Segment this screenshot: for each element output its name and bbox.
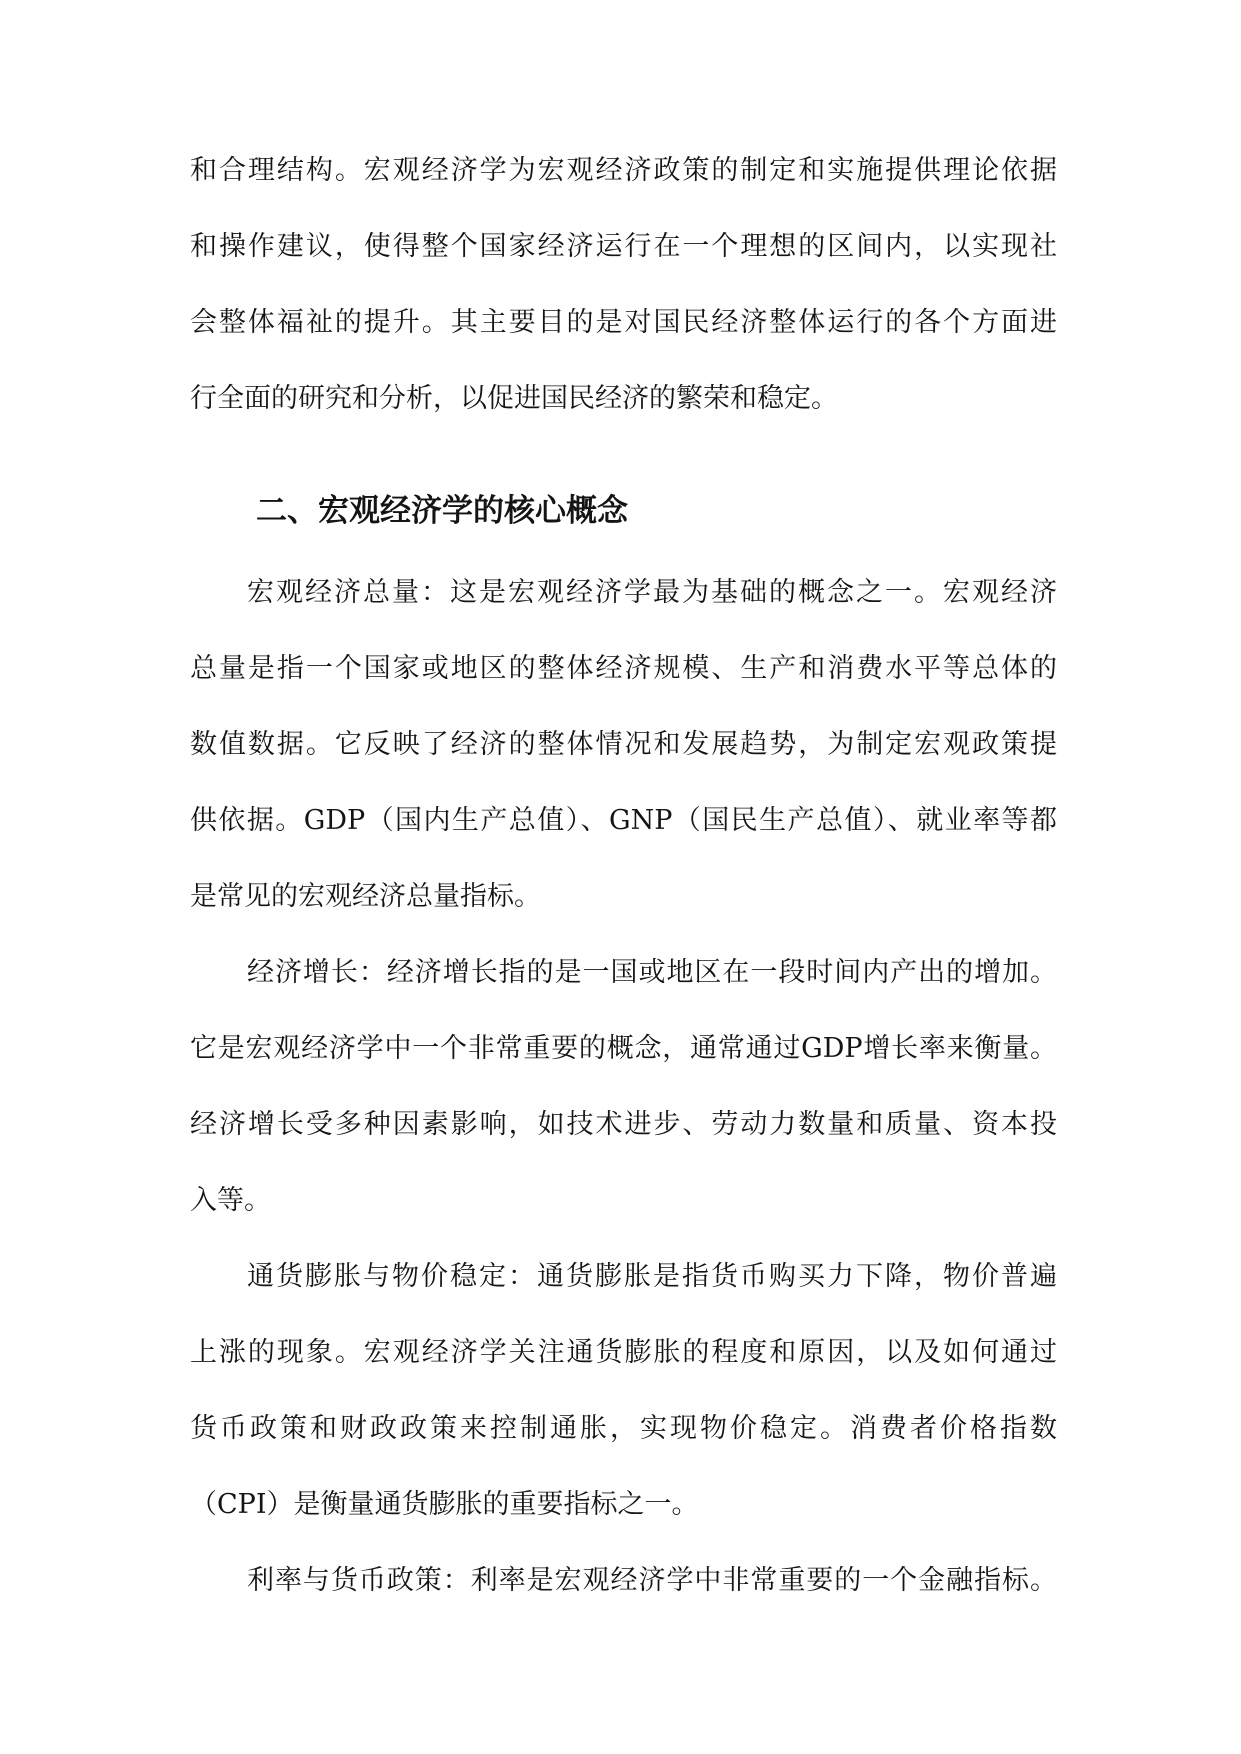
text-line: 总量是指一个国家或地区的整体经济规模、生产和消费水平等总体的: [190, 653, 1057, 684]
section-heading: 二、宏观经济学的核心概念: [256, 493, 628, 529]
text-line: 上涨的现象。宏观经济学关注通货膨胀的程度和原因，以及如何通过: [190, 1337, 1057, 1368]
text-line: 行全面的研究和分析，以促进国民经济的繁荣和稳定。: [190, 383, 838, 414]
paragraph-continued: [190, 133, 1057, 437]
text-line: 利率与货币政策：利率是宏观经济学中非常重要的一个金融指标。: [247, 1565, 1057, 1596]
document-body: [190, 133, 1057, 1619]
text-line: 是常见的宏观经济总量指标。: [190, 881, 541, 912]
text-line: （CPI）是衡量通货膨胀的重要指标之一。: [190, 1489, 699, 1520]
text-line: 供依据。GDP（国内生产总值）、GNP（国民生产总值）、就业率等都: [190, 805, 1057, 836]
paragraph-inflation: [190, 1239, 1057, 1543]
text-line: 和合理结构。宏观经济学为宏观经济政策的制定和实施提供理论依据: [190, 155, 1057, 186]
text-line: 宏观经济总量：这是宏观经济学最为基础的概念之一。宏观经济: [247, 577, 1057, 608]
text-line: 和操作建议，使得整个国家经济运行在一个理想的区间内，以实现社: [190, 231, 1057, 262]
text-line: 它是宏观经济学中一个非常重要的概念，通常通过GDP增长率来衡量。: [190, 1033, 1057, 1064]
text-line: 数值数据。它反映了经济的整体情况和发展趋势，为制定宏观政策提: [190, 729, 1057, 760]
text-line: 入等。: [190, 1185, 271, 1216]
text-line: 通货膨胀与物价稳定：通货膨胀是指货币购买力下降，物价普遍: [247, 1261, 1057, 1292]
text-line: 会整体福祉的提升。其主要目的是对国民经济整体运行的各个方面进: [190, 307, 1057, 338]
text-line: 货币政策和财政政策来控制通胀，实现物价稳定。消费者价格指数: [190, 1413, 1057, 1444]
text-line: 经济增长受多种因素影响，如技术进步、劳动力数量和质量、资本投: [190, 1109, 1057, 1140]
paragraph-economic-growth: [190, 935, 1057, 1239]
paragraph-interest-rate: [190, 1543, 1057, 1619]
paragraph-macro-aggregate: [190, 555, 1057, 935]
text-line: 经济增长：经济增长指的是一国或地区在一段时间内产出的增加。: [247, 957, 1057, 988]
